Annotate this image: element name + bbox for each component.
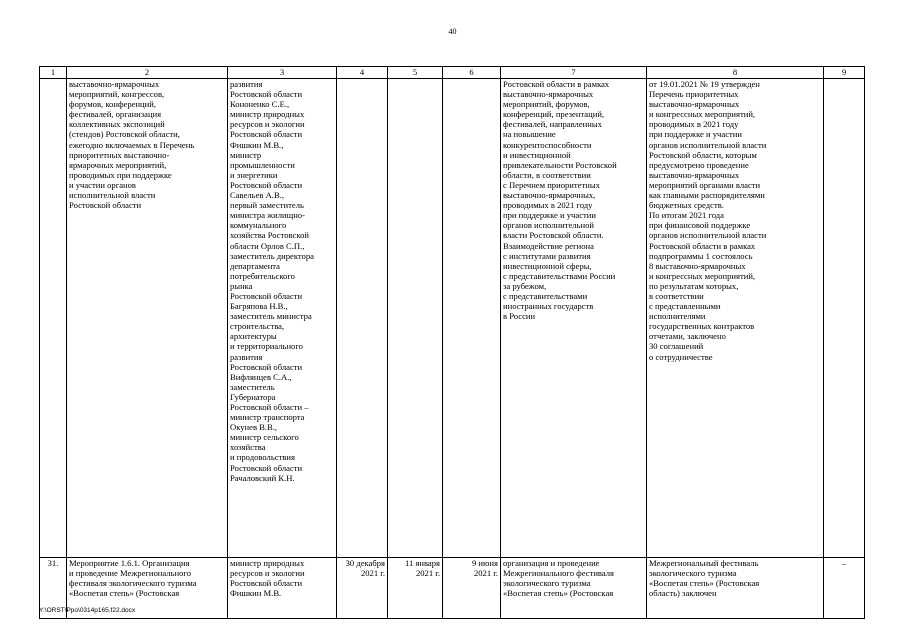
column-number: 2 xyxy=(67,67,228,79)
actual-start-date-cell: 11 января 2021 г. xyxy=(388,558,443,619)
column-number: 1 xyxy=(40,67,67,79)
activity-cell: Мероприятие 1.6.1. Организация и проведение Межрегионального фестиваля экологического туризма «Воспетая степь» (Ростовская xyxy=(67,558,228,619)
column-number: 6 xyxy=(443,67,501,79)
actual-end-date-cell xyxy=(443,79,501,558)
activity-cell: выставочно-ярмарочных мероприятий, конгрессов, форумов, конференций, фестивалей, организация коллективных экспозиций (стендов) Ростовской области, ежегодно включаемых в Перечень приоритетных выставочно- ярмарочных мероприятий, проводимых при поддержке и участии органов исполнительной власти Ростовской области xyxy=(67,79,228,558)
column-number: 9 xyxy=(824,67,865,79)
planned-results-cell: Ростовской области в рамках выставочно-ярмарочных мероприятий, форумов, конференций, презентаций, фестивалей, направленных на повышение конкурентоспособности и инвестиционной привлекательности Ростовской области, в соответствии с Перечнем приоритетных выставочно-ярмарочных, проводимых в 2021 году при поддержке и участии органов исполнительной власти Ростовской области. Взаимодействие региона с институтами развития инвестиционной сферы, с представительствами России за рубежом, с представительствами иностранных государств в России xyxy=(501,79,647,558)
planned-results-cell: организация и проведение Межрегионального фестиваля экологического туризма «Воспетая степь» (Ростовская xyxy=(501,558,647,619)
responsible-cell: развития Ростовской области Кононенко С.Е., министр природных ресурсов и экологии Ростовской области Фишкин М.В., министр промышленности и энергетики Ростовской области Савельев А.В., первый заместитель министра жилищно- коммунального хозяйства Ростовской области Орлов С.П., заместитель директора департамента потребительского рынка Ростовской области Багряпова Н.В., заместитель министра строительства, архитектуры и территориального развития Ростовской области Вифлянцев С.А., заместитель Губернатора Ростовской области – министр транспорта Окунев В.В., министр сельского хозяйства и продовольствия Ростовской области Рачаловский К.Н. xyxy=(228,79,337,558)
actual-results-cell: Межрегиональный фестиваль экологического туризма «Воспетая степь» (Ростовская область) заключен xyxy=(647,558,824,619)
row-number-cell: 31. xyxy=(40,558,67,619)
file-path-footer: Y:\ORST\Ppo\0314p165.f22.docx xyxy=(39,607,136,614)
planned-end-date-cell xyxy=(337,79,388,558)
reasons-cell xyxy=(824,79,865,558)
table-row xyxy=(40,79,865,558)
column-number: 3 xyxy=(228,67,337,79)
actual-end-date-cell: 9 июня 2021 г. xyxy=(443,558,501,619)
column-number: 7 xyxy=(501,67,647,79)
responsible-cell: министр природных ресурсов и экологии Ростовской области Фишкин М.В. xyxy=(228,558,337,619)
column-number: 5 xyxy=(388,67,443,79)
actual-start-date-cell xyxy=(388,79,443,558)
page-number: 40 xyxy=(448,27,457,36)
report-table xyxy=(39,66,865,619)
reasons-cell: – xyxy=(824,558,865,619)
table-row xyxy=(40,558,865,619)
planned-end-date-cell: 30 декабря 2021 г. xyxy=(337,558,388,619)
column-number-row xyxy=(40,67,865,79)
actual-results-cell: от 19.01.2021 № 19 утвержден Перечень приоритетных выставочно-ярмарочных и конгрессных мероприятий, проводимых в 2021 году при поддержке и участии органов исполнительной власти Ростовской области, которым предусмотрено проведение выставочно-ярмарочных мероприятий органами власти как главными распорядителями бюджетных средств. По итогам 2021 года при финансовой поддержке органов исполнительной власти Ростовской области в рамках подпрограммы 1 состоялось 8 выставочно-ярмарочных и конгрессных мероприятий, по результатам которых, в соответствии с представленными исполнителями государственных контрактов отчетами, заключено 30 соглашений о сотрудничестве xyxy=(647,79,824,558)
column-number: 4 xyxy=(337,67,388,79)
row-number-cell xyxy=(40,79,67,558)
column-number: 8 xyxy=(647,67,824,79)
